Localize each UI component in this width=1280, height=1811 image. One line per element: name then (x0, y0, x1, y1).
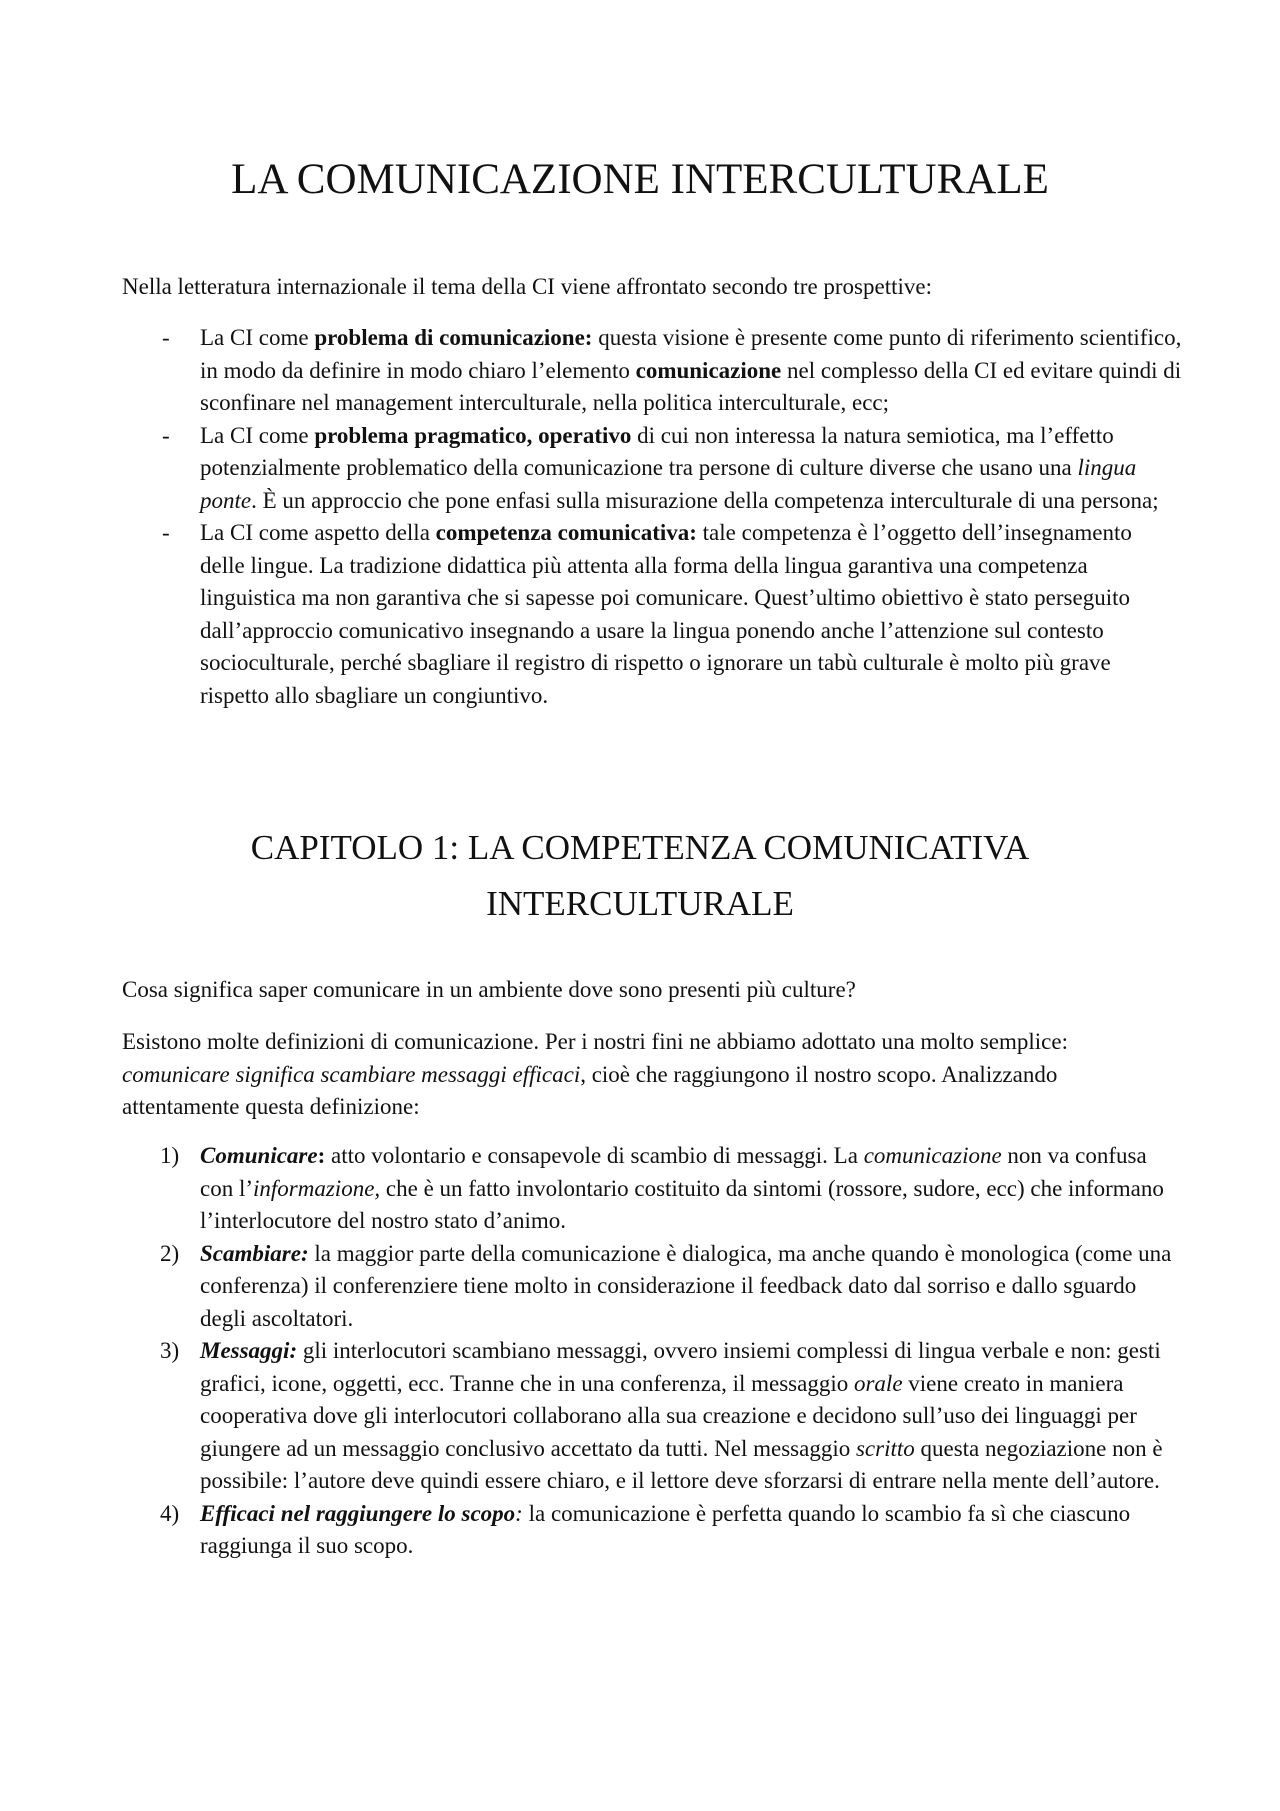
number-marker: 1) (160, 1143, 180, 1168)
definition-paragraph: Esistono molte definizioni di comunicazione. Per i nostri fini ne abbiamo adottato una molto semplice: comunicare significa scambiare messaggi efficaci, cioè che raggiungono il nostro scopo. Analizzando attentamente questa definizione: (122, 1029, 1068, 1119)
italic-term: scritto (855, 1435, 915, 1461)
bold-italic-term: Efficaci nel raggiungere lo scopo (200, 1500, 516, 1526)
chapter-title (0, 820, 1280, 932)
number-marker: 4) (160, 1500, 180, 1526)
bold-term: problema pragmatico, operativo (314, 422, 632, 448)
perspectives-list (122, 322, 1182, 712)
bold-italic-term: Messaggi: (200, 1338, 298, 1363)
dash-marker: - (162, 422, 170, 448)
italic-term: orale (853, 1370, 903, 1396)
dash-marker: - (162, 520, 170, 545)
italic-term: comunicare significa scambiare messaggi efficaci (122, 1061, 581, 1087)
italic-term: lingua ponte (200, 455, 1137, 513)
italic-term: informazione, (253, 1175, 381, 1201)
chapter-title-line1: CAPITOLO 1: LA COMPETENZA COMUNICATIVA (250, 828, 1030, 867)
list-item: 1) Comunicare: atto volontario e consapevole di scambio di messaggi. La comunicazione non va confusa con l’informazione, che è un fatto involontario costituito da sintomi (rossore, sudore, ecc) che informano l’interlocutore del nostro stato d’animo. (122, 1140, 1182, 1238)
intro-paragraph: Nella letteratura internazionale il tema della CI viene affrontato secondo tre prospettive: (122, 274, 932, 299)
definition-list (122, 1140, 1182, 1563)
bold-italic-term: Comunicare (200, 1143, 318, 1168)
number-marker: 3) (160, 1338, 180, 1363)
italic-term: comunicazione (863, 1143, 1002, 1168)
bold-italic-term: Scambiare: (200, 1240, 309, 1266)
bold-term: comunicazione (635, 357, 782, 383)
bold-term: problema di comunicazione: (314, 325, 593, 350)
chapter-title-line2: INTERCULTURALE (486, 884, 794, 923)
page-title: LA COMUNICAZIONE INTERCULTURALE (231, 156, 1049, 203)
list-item: 4) Efficaci nel raggiungere lo scopo: la comunicazione è perfetta quando lo scambio fa sì che ciascuno raggiunga il suo scopo. (122, 1498, 1182, 1563)
dash-marker: - (162, 325, 170, 350)
list-item: 3) Messaggi: gli interlocutori scambiano messaggi, ovvero insiemi complessi di lingua verbale e non: gesti grafici, icone, oggetti, ecc. Tranne che in una conferenza, il messaggio orale viene creato in maniera cooperativa dove gli interlocutori collaborano alla sua creazione e decidono sull’uso dei linguaggi per giungere ad un messaggio conclusivo accettato da tutti. Nel messaggio scritto questa negoziazione non è possibile: l’autore deve quindi essere chiaro, e il lettore deve sforzarsi di entrare nella mente dell’autore. (122, 1335, 1182, 1498)
list-item: - La CI come problema di comunicazione: questa visione è presente come punto di riferimento scientifico, in modo da definire in modo chiaro l’elemento comunicazione nel complesso della CI ed evitare quindi di sconfinare nel management interculturale, nella politica interculturale, ecc; (122, 322, 1182, 420)
number-marker: 2) (160, 1240, 180, 1266)
list-item: 2) Scambiare: la maggior parte della comunicazione è dialogica, ma anche quando è monologica (come una conferenza) il conferenziere tiene molto in considerazione il feedback dato dal sorriso e dallo sguardo degli ascoltatori. (122, 1238, 1182, 1336)
bold-term: competenza comunicativa: (435, 520, 697, 545)
list-item: - La CI come problema pragmatico, operativo di cui non interessa la natura semiotica, ma l’effetto potenzialmente problematico della comunicazione tra persone di culture diverse che usano una lingua ponte. È un approccio che pone enfasi sulla misurazione della competenza interculturale di una persona; (122, 420, 1182, 518)
list-item: - La CI come aspetto della competenza comunicativa: tale competenza è l’oggetto dell’insegnamento delle lingue. La tradizione didattica più attenta alla forma della lingua garantiva una competenza linguistica ma non garantiva che si sapesse poi comunicare. Quest’ultimo obiettivo è stato perseguito dall’approccio comunicativo insegnando a usare la lingua ponendo anche l’attenzione sul contesto socioculturale, perché sbagliare il registro di rispetto o ignorare un tabù culturale è molto più grave rispetto allo sbagliare un congiuntivo. (122, 517, 1182, 712)
question-paragraph: Cosa significa saper comunicare in un ambiente dove sono presenti più culture? (122, 977, 856, 1002)
